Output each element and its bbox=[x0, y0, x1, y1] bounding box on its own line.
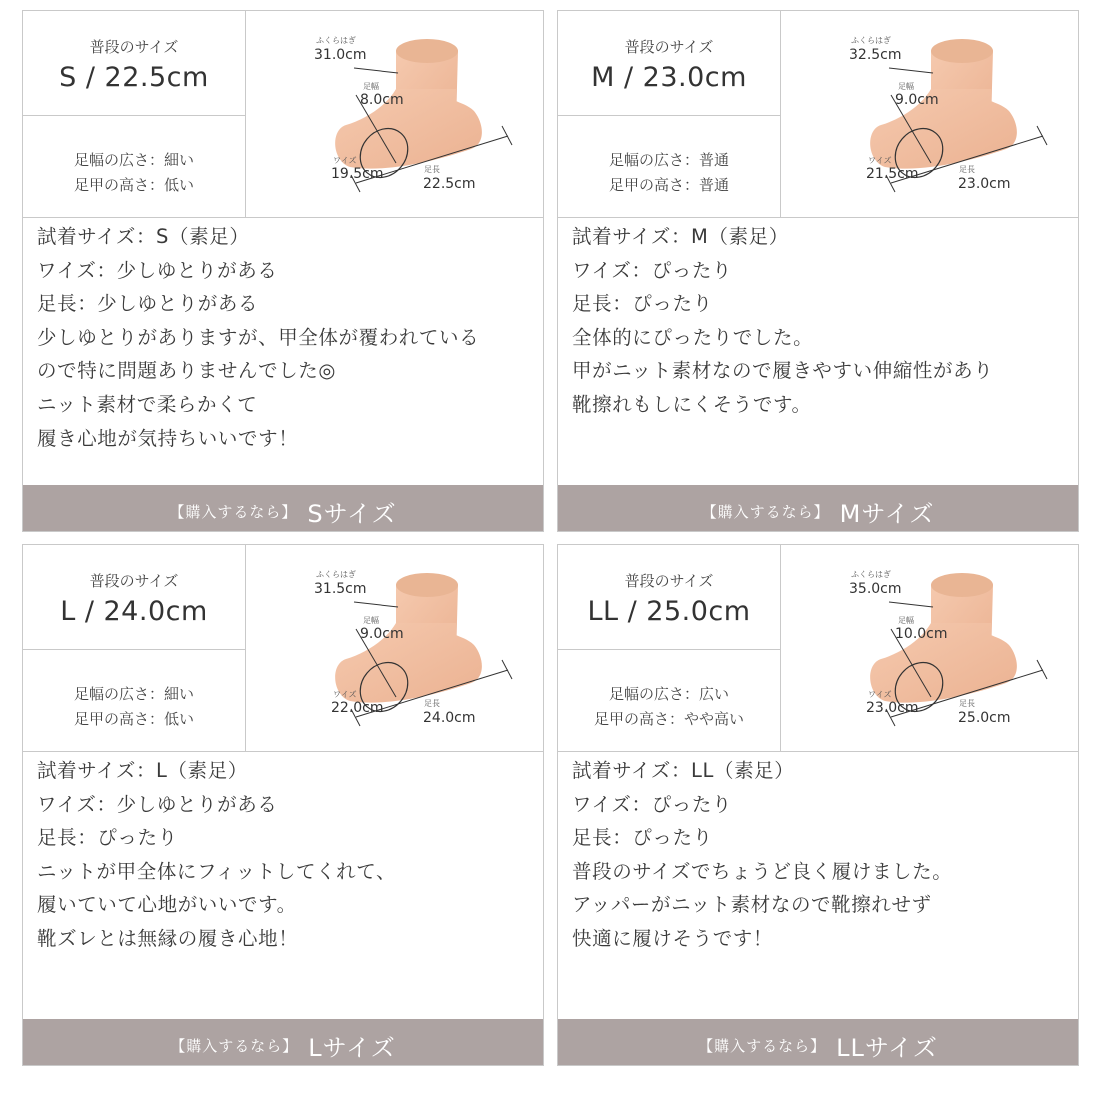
instep-label: 足幅 bbox=[363, 82, 379, 91]
review-line: 試着サイズ：S（素足） bbox=[37, 225, 250, 248]
calf-label: ふくらはぎ bbox=[316, 570, 356, 579]
foot-shape bbox=[335, 623, 482, 703]
leg-top-ellipse bbox=[931, 573, 993, 597]
instep-label: 足幅 bbox=[898, 82, 914, 91]
review-text bbox=[572, 220, 1072, 422]
review-text bbox=[37, 754, 537, 956]
foot-width-text: 足幅の広さ：普通 bbox=[608, 151, 729, 169]
length-tick-right bbox=[1037, 126, 1047, 145]
review-line: 足長：ぴったり bbox=[37, 826, 178, 850]
foot-shape-box bbox=[23, 650, 246, 751]
calf-label: ふくらはぎ bbox=[316, 36, 356, 45]
length-label: 足長 bbox=[959, 165, 975, 174]
calf-pointer bbox=[889, 602, 933, 607]
length-label: 足長 bbox=[424, 699, 440, 708]
foot-illustration bbox=[781, 545, 1078, 751]
instep-label: 足幅 bbox=[898, 616, 914, 625]
recommendation-prefix: 【購入するなら】 bbox=[170, 1037, 299, 1055]
length-tick-right bbox=[502, 126, 512, 145]
instep-value: 9.0cm bbox=[360, 626, 404, 642]
calf-value: 32.5cm bbox=[849, 47, 902, 63]
review-text bbox=[37, 220, 537, 455]
recommendation-bar bbox=[558, 485, 1078, 531]
foot-measurement-diagram bbox=[246, 11, 543, 217]
review-line: ワイズ：少しゆとりがある bbox=[37, 258, 278, 282]
calf-value: 31.0cm bbox=[314, 47, 367, 63]
foot-measurement-diagram bbox=[781, 545, 1078, 751]
size-review-card bbox=[557, 544, 1079, 1066]
usual-size-label: 普段のサイズ bbox=[89, 38, 179, 56]
review-line: 履き心地が気持ちいいです！ bbox=[37, 426, 299, 450]
usual-size-label: 普段のサイズ bbox=[624, 572, 714, 590]
foot-width-text: 足幅の広さ：細い bbox=[73, 151, 194, 169]
review-line: ニット素材で柔らかくて bbox=[37, 392, 258, 416]
instep-height-text: 足甲の高さ：低い bbox=[73, 176, 194, 194]
review-line: 足長：少しゆとりがある bbox=[37, 292, 259, 316]
foot-illustration bbox=[246, 545, 543, 751]
calf-value: 35.0cm bbox=[849, 581, 902, 597]
instep-height-text: 足甲の高さ：やや高い bbox=[593, 710, 744, 728]
instep-value: 10.0cm bbox=[895, 626, 948, 642]
instep-label: 足幅 bbox=[363, 616, 379, 625]
review-text bbox=[572, 754, 1072, 956]
review-line: 足長：ぴったり bbox=[572, 292, 713, 316]
size-review-card bbox=[22, 544, 544, 1066]
width-value: 23.0cm bbox=[866, 700, 919, 716]
leg-top-ellipse bbox=[396, 573, 458, 597]
recommendation-bar bbox=[23, 485, 543, 531]
length-label: 足長 bbox=[959, 699, 975, 708]
recommendation-bar bbox=[23, 1019, 543, 1065]
recommended-size: Sサイズ bbox=[307, 500, 397, 528]
length-value: 25.0cm bbox=[958, 710, 1011, 726]
review-line: 普段のサイズでちょうど良く履けました。 bbox=[572, 859, 953, 883]
leg-top-ellipse bbox=[396, 39, 458, 63]
usual-size-value: L / 24.0cm bbox=[60, 596, 208, 627]
calf-pointer bbox=[354, 68, 398, 73]
review-line: 試着サイズ：M（素足） bbox=[572, 225, 789, 248]
length-value: 23.0cm bbox=[958, 176, 1011, 192]
review-line: ニットが甲全体にフィットしてくれて、 bbox=[37, 859, 397, 883]
usual-size-box bbox=[558, 11, 781, 116]
card-header bbox=[558, 545, 1078, 752]
review-line: アッパーがニット素材なので靴擦れせず bbox=[572, 893, 932, 917]
review-line: 履いていて心地がいいです。 bbox=[37, 893, 297, 917]
usual-size-label: 普段のサイズ bbox=[89, 572, 179, 590]
foot-shape bbox=[870, 89, 1017, 169]
usual-size-label: 普段のサイズ bbox=[624, 38, 714, 56]
recommended-size: Mサイズ bbox=[839, 500, 935, 528]
review-line: 靴ズレとは無縁の履き心地！ bbox=[37, 926, 299, 950]
width-value: 21.5cm bbox=[866, 166, 919, 182]
calf-value: 31.5cm bbox=[314, 581, 367, 597]
instep-value: 9.0cm bbox=[895, 92, 939, 108]
card-header bbox=[23, 11, 543, 218]
foot-shape-box bbox=[23, 116, 246, 217]
leg-top-ellipse bbox=[931, 39, 993, 63]
review-line: 試着サイズ：L（素足） bbox=[37, 759, 248, 782]
review-line: 甲がニット素材なので履きやすい伸縮性があり bbox=[572, 359, 994, 383]
foot-illustration bbox=[781, 11, 1078, 217]
card-header bbox=[558, 11, 1078, 218]
review-line: 少しゆとりがありますが、甲全体が覆われている bbox=[37, 325, 480, 349]
width-value: 22.0cm bbox=[331, 700, 384, 716]
foot-illustration bbox=[246, 11, 543, 217]
recommended-size: Lサイズ bbox=[308, 1034, 396, 1062]
foot-measurement-diagram bbox=[246, 545, 543, 751]
length-value: 22.5cm bbox=[423, 176, 476, 192]
length-value: 24.0cm bbox=[423, 710, 476, 726]
usual-size-box bbox=[23, 545, 246, 650]
width-value: 19.5cm bbox=[331, 166, 384, 182]
recommendation-prefix: 【購入するなら】 bbox=[701, 503, 830, 521]
review-line: ワイズ：ぴったり bbox=[572, 258, 733, 282]
instep-value: 8.0cm bbox=[360, 92, 404, 108]
review-line: 試着サイズ：LL（素足） bbox=[572, 759, 795, 782]
length-tick-right bbox=[1037, 660, 1047, 679]
review-line: ワイズ：少しゆとりがある bbox=[37, 792, 278, 816]
usual-size-box bbox=[558, 545, 781, 650]
width-label: ワイズ bbox=[868, 156, 892, 165]
recommendation-prefix: 【購入するなら】 bbox=[169, 503, 298, 521]
review-line: 靴擦れもしにくそうです。 bbox=[572, 392, 812, 416]
width-label: ワイズ bbox=[333, 156, 357, 165]
review-line: 全体的にぴったりでした。 bbox=[572, 325, 814, 349]
recommendation-prefix: 【購入するなら】 bbox=[698, 1037, 827, 1055]
size-review-card bbox=[557, 10, 1079, 532]
review-line: 足長：ぴったり bbox=[572, 826, 713, 850]
width-label: ワイズ bbox=[868, 690, 892, 699]
calf-pointer bbox=[889, 68, 933, 73]
foot-shape-box bbox=[558, 650, 781, 751]
calf-pointer bbox=[354, 602, 398, 607]
length-label: 足長 bbox=[424, 165, 440, 174]
review-line: 快適に履けそうです！ bbox=[572, 926, 774, 950]
size-review-card bbox=[22, 10, 544, 532]
instep-height-text: 足甲の高さ：普通 bbox=[608, 176, 729, 194]
recommended-size: LLサイズ bbox=[836, 1034, 938, 1062]
length-tick-right bbox=[502, 660, 512, 679]
calf-label: ふくらはぎ bbox=[851, 570, 891, 579]
review-line: ので特に問題ありませんでした◎ bbox=[37, 359, 337, 383]
card-header bbox=[23, 545, 543, 752]
foot-shape bbox=[335, 89, 482, 169]
usual-size-value: M / 23.0cm bbox=[591, 62, 747, 93]
foot-width-text: 足幅の広さ：広い bbox=[608, 685, 729, 703]
foot-measurement-diagram bbox=[781, 11, 1078, 217]
instep-height-text: 足甲の高さ：低い bbox=[73, 710, 194, 728]
width-label: ワイズ bbox=[333, 690, 357, 699]
foot-width-text: 足幅の広さ：細い bbox=[73, 685, 194, 703]
usual-size-value: S / 22.5cm bbox=[59, 62, 209, 93]
calf-label: ふくらはぎ bbox=[851, 36, 891, 45]
usual-size-box bbox=[23, 11, 246, 116]
review-line: ワイズ：ぴったり bbox=[572, 792, 733, 816]
foot-shape-box bbox=[558, 116, 781, 217]
usual-size-value: LL / 25.0cm bbox=[587, 596, 751, 627]
recommendation-bar bbox=[558, 1019, 1078, 1065]
